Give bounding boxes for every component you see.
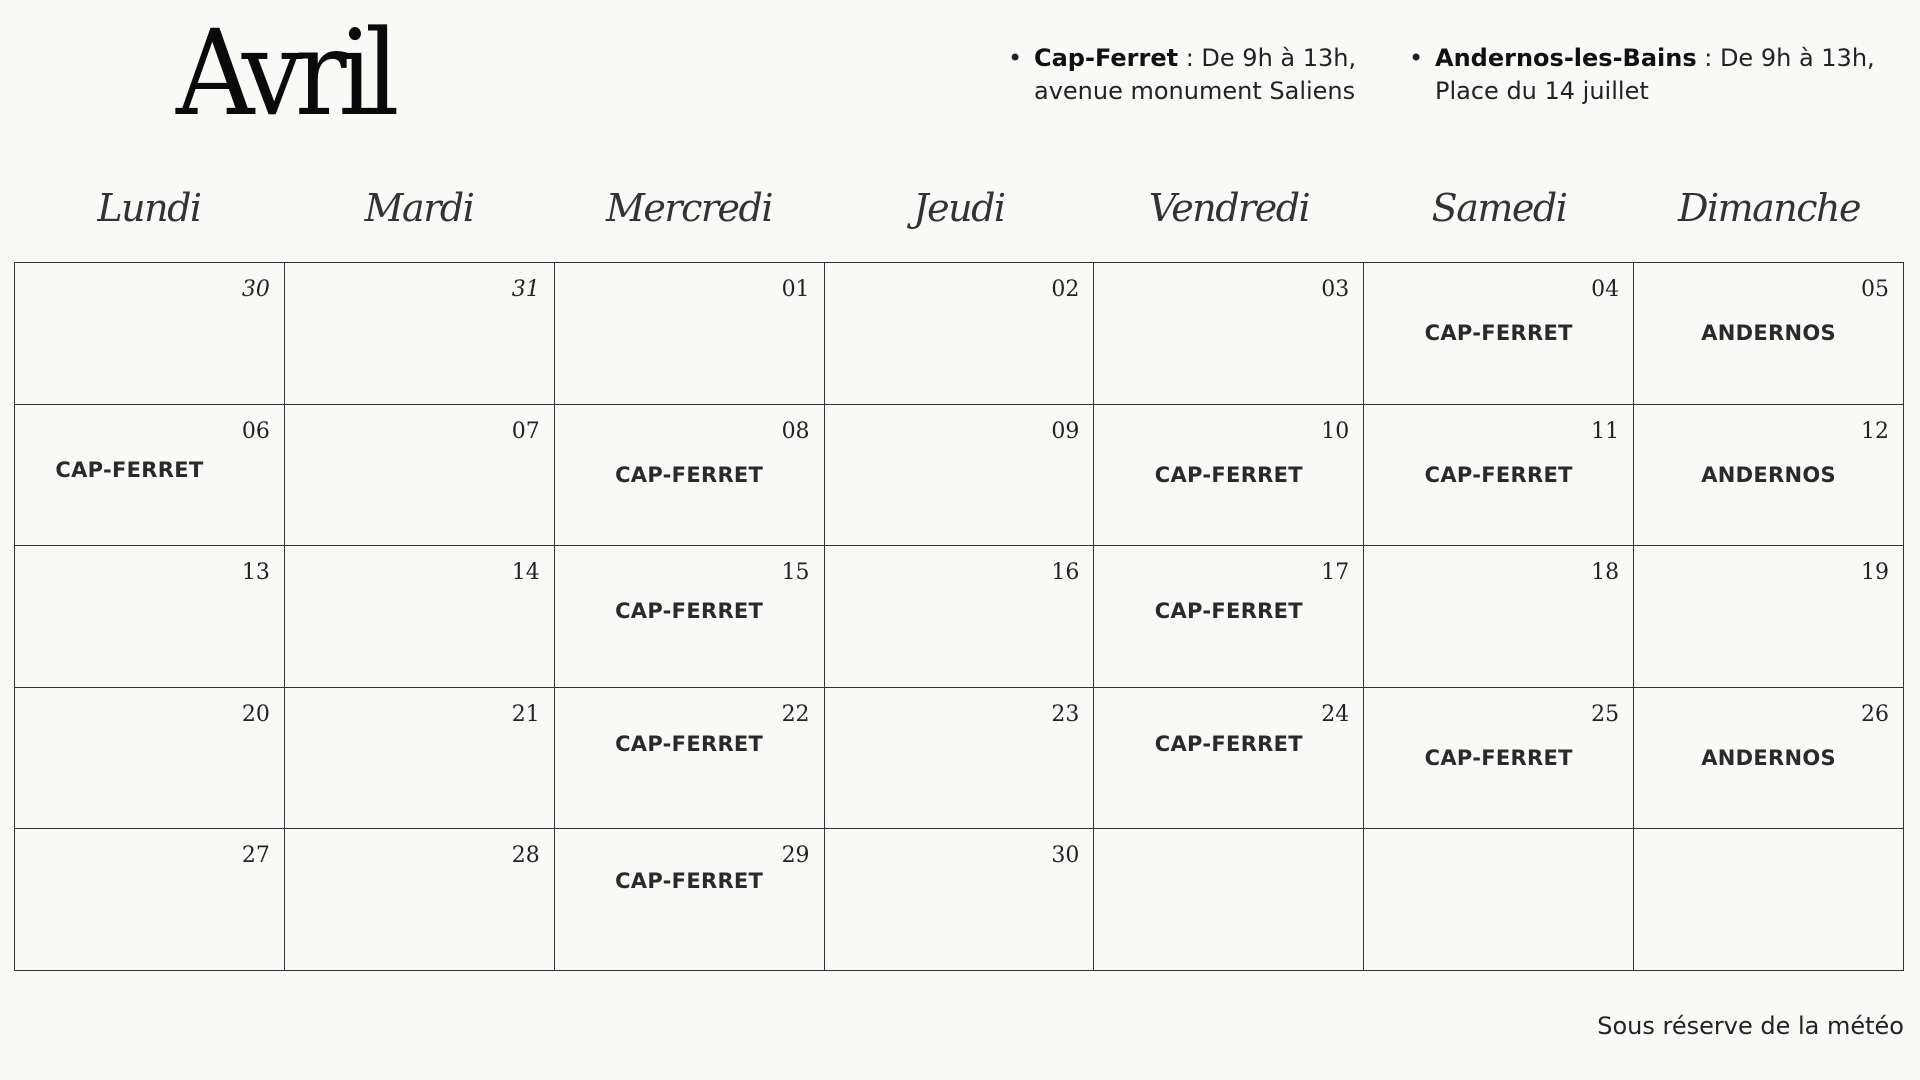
location-name: Cap-Ferret bbox=[1034, 44, 1179, 72]
day-number: 21 bbox=[511, 701, 540, 727]
day-number: 31 bbox=[511, 277, 540, 302]
calendar-day-cell bbox=[1094, 263, 1364, 405]
day-number: 16 bbox=[1051, 560, 1080, 586]
day-number: 29 bbox=[781, 843, 810, 869]
market-event-label: CAP-FERRET bbox=[1154, 599, 1303, 624]
weekday-header-row bbox=[14, 186, 1904, 230]
calendar-day-cell bbox=[555, 829, 825, 971]
day-number: 27 bbox=[241, 843, 270, 869]
calendar-day-cell bbox=[285, 688, 555, 830]
calendar-day-cell bbox=[15, 405, 285, 547]
calendar-day-cell bbox=[1094, 829, 1364, 971]
calendar-day-cell bbox=[285, 829, 555, 971]
market-event-label: ANDERNOS bbox=[1701, 745, 1836, 770]
location-details: : De 9h à 13h, Place du 14 juillet bbox=[1435, 44, 1875, 105]
calendar-day-cell bbox=[285, 405, 555, 547]
market-event-label: CAP-FERRET bbox=[1424, 745, 1573, 770]
calendar-day-cell bbox=[1634, 546, 1904, 688]
weekday-thursday: Jeudi bbox=[913, 186, 1005, 230]
weekday-monday: Lundi bbox=[97, 186, 201, 230]
day-number: 12 bbox=[1861, 418, 1889, 444]
calendar-day-cell bbox=[1364, 688, 1634, 830]
calendar-day-cell bbox=[825, 688, 1095, 830]
calendar-day-cell bbox=[825, 829, 1095, 971]
calendar-day-cell bbox=[555, 263, 825, 405]
calendar-day-cell bbox=[825, 405, 1095, 547]
calendar-day-cell bbox=[825, 263, 1095, 405]
market-event-label: ANDERNOS bbox=[1701, 462, 1836, 487]
calendar-day-cell bbox=[1364, 405, 1634, 547]
calendar-day-cell bbox=[1634, 405, 1904, 547]
day-number: 04 bbox=[1591, 277, 1620, 302]
calendar-day-cell bbox=[825, 546, 1095, 688]
day-number: 03 bbox=[1321, 277, 1350, 302]
day-number: 22 bbox=[781, 701, 810, 727]
calendar-day-cell bbox=[1364, 829, 1634, 971]
location-name: Andernos-les-Bains bbox=[1435, 44, 1697, 72]
calendar-day-cell bbox=[555, 688, 825, 830]
market-event-label: CAP-FERRET bbox=[55, 457, 204, 482]
market-event-label: CAP-FERRET bbox=[1154, 731, 1303, 756]
location-info-andernos bbox=[1409, 42, 1875, 108]
day-number: 01 bbox=[781, 277, 810, 302]
day-number: 30 bbox=[1051, 843, 1080, 869]
day-number: 09 bbox=[1051, 418, 1080, 444]
calendar-day-cell bbox=[15, 688, 285, 830]
market-event-label: CAP-FERRET bbox=[1424, 321, 1573, 345]
calendar-day-cell bbox=[15, 829, 285, 971]
calendar-day-cell bbox=[15, 546, 285, 688]
day-number: 07 bbox=[511, 418, 540, 444]
calendar-day-cell bbox=[1634, 829, 1904, 971]
weekday-friday: Vendredi bbox=[1148, 186, 1310, 230]
market-event-label: CAP-FERRET bbox=[615, 869, 764, 894]
calendar-day-cell bbox=[1094, 688, 1364, 830]
day-number: 20 bbox=[241, 701, 270, 727]
calendar-day-cell bbox=[1634, 688, 1904, 830]
day-number: 06 bbox=[241, 418, 270, 444]
day-number: 11 bbox=[1591, 418, 1620, 444]
calendar-day-cell bbox=[555, 546, 825, 688]
calendar-day-cell bbox=[1634, 263, 1904, 405]
market-event-label: CAP-FERRET bbox=[1424, 462, 1573, 487]
day-number: 25 bbox=[1591, 701, 1620, 727]
weekday-wednesday: Mercredi bbox=[606, 186, 772, 230]
day-number: 18 bbox=[1591, 560, 1620, 586]
location-details: : De 9h à 13h, avenue monument Saliens bbox=[1034, 44, 1357, 105]
weekday-sunday: Dimanche bbox=[1677, 186, 1861, 230]
day-number: 05 bbox=[1861, 277, 1889, 302]
day-number: 23 bbox=[1051, 701, 1080, 727]
calendar-day-cell bbox=[285, 263, 555, 405]
month-title: Avril bbox=[176, 4, 392, 142]
bullet-icon: • bbox=[1409, 44, 1424, 72]
calendar-grid bbox=[14, 262, 1904, 971]
day-number: 17 bbox=[1321, 560, 1350, 586]
weather-disclaimer: Sous réserve de la météo bbox=[1597, 1012, 1904, 1040]
market-event-label: ANDERNOS bbox=[1701, 321, 1836, 345]
market-event-label: CAP-FERRET bbox=[615, 731, 764, 756]
calendar-day-cell bbox=[555, 405, 825, 547]
weekday-saturday: Samedi bbox=[1431, 186, 1567, 230]
calendar-day-cell bbox=[15, 263, 285, 405]
day-number: 13 bbox=[241, 560, 270, 586]
calendar-day-cell bbox=[285, 546, 555, 688]
day-number: 30 bbox=[241, 277, 270, 302]
market-event-label: CAP-FERRET bbox=[1154, 462, 1303, 487]
market-event-label: CAP-FERRET bbox=[615, 599, 764, 624]
calendar-day-cell bbox=[1364, 263, 1634, 405]
day-number: 15 bbox=[781, 560, 810, 586]
calendar-day-cell bbox=[1094, 405, 1364, 547]
day-number: 14 bbox=[511, 560, 540, 586]
day-number: 26 bbox=[1861, 701, 1889, 727]
day-number: 24 bbox=[1321, 701, 1350, 727]
day-number: 02 bbox=[1051, 277, 1080, 302]
calendar-day-cell bbox=[1094, 546, 1364, 688]
weekday-tuesday: Mardi bbox=[364, 186, 474, 230]
calendar-day-cell bbox=[1364, 546, 1634, 688]
day-number: 10 bbox=[1321, 418, 1350, 444]
market-event-label: CAP-FERRET bbox=[615, 462, 764, 487]
day-number: 28 bbox=[511, 843, 540, 869]
location-info-cap-ferret bbox=[1008, 42, 1404, 108]
day-number: 19 bbox=[1861, 560, 1889, 586]
day-number: 08 bbox=[781, 418, 810, 444]
bullet-icon: • bbox=[1008, 44, 1023, 72]
